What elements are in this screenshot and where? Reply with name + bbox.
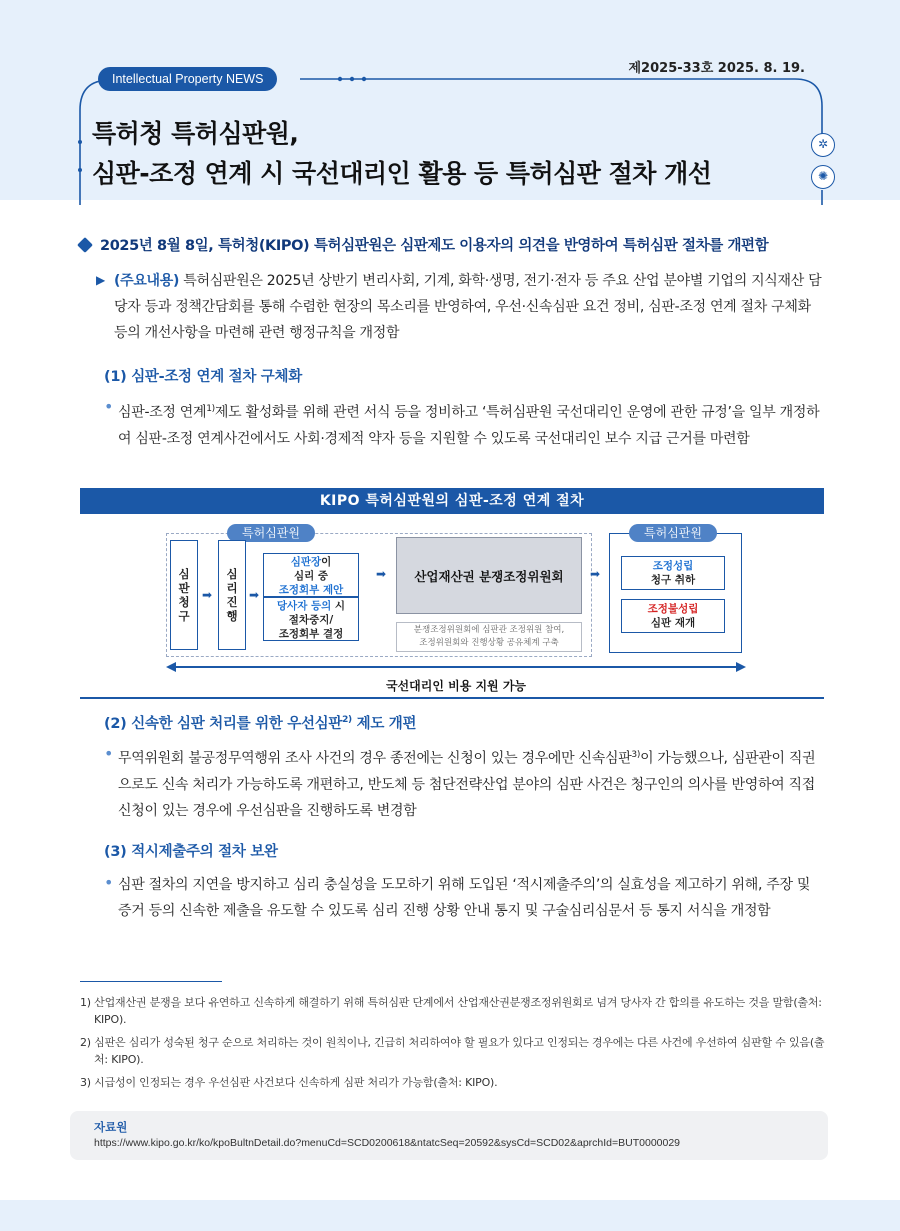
title-line-1: 특허청 특허심판원, [92,119,299,148]
bullet-dot: • [104,873,114,892]
tribunal-tag-left: 특허심판원 [227,524,315,542]
footnote-1: 1) 산업재산권 분쟁을 보다 유연하고 신속하게 해결하기 위해 특허심판 단계에서 산업재산권분쟁조정위원회로 넘겨 당사자 간 합의를 유도하는 것을 말함(출처: KIPO). [80,996,822,1026]
diagram-bottom-rule [80,697,824,699]
page-title [92,114,711,194]
committee-note: 분쟁조정위원회에 심판관 조정위원 참여, 조정위원회와 진행상황 공유체계 구축 [396,622,582,652]
mediation-success-box: 조정성립 청구 취하 [621,556,725,590]
summary-label: (주요내용) [114,273,180,289]
issue-number: 제2025-33호 2025. 8. 19. [628,61,805,76]
section-1-text: 심판-조정 연계$^{1)}$제도 활성화를 위해 관련 서식 등을 정비하고 ‘특허심판원 국선대리인 운영에 관한 규정’을 일부 개정하여 심판-조정 연계사건에서도 사회·경제적 약자 등을 지원할 수 있도록 국선대리인 보수 지급 근거를 마련함 [118,404,820,447]
tribunal-tag-right: 특허심판원 [629,524,717,542]
section-3-heading: (3) 적시제출주의 절차 보완 [104,844,278,860]
section-3-text: 심판 절차의 지연을 방지하고 심리 충실성을 도모하기 위해 도입된 ‘적시제출주의’의 실효성을 제고하기 위해, 주장 및 증거 등의 신속한 제출을 유도할 수 있도록 심리 진행 상황 안내 통지 및 구술심리심문서 등 통지 서식을 개정함 [118,877,811,919]
footnote-2: 2) 심판은 심리가 성숙된 청구 순으로 처리하는 것이 원칙이나, 긴급히 처리하여야 할 필요가 있다고 인정되는 경우에는 다른 사건에 우선하여 심판할 수 있음(출처: KIPO). [80,1036,825,1066]
source-url[interactable]: https://www.kipo.go.kr/ko/kpoBultnDetail.do?menuCd=SCD0200618&ntatcSeq=20592&sysCd=SCD02&aprchId=BUT0000029 [94,1137,681,1149]
arrow-icon: ➡ [376,567,387,581]
support-range-label: 국선대리인 비용 지원 가능 [385,679,527,693]
source-box [70,1111,828,1160]
title-line-2: 심판-조정 연계 시 국선대리인 활용 등 특허심판 절차 개선 [92,159,712,188]
source-label: 자료원 [94,1120,128,1134]
suspension-decision-box: 당사자 등의 시 절차중지/ 조정회부 결정 [263,597,359,641]
bullet-dot: • [104,744,114,763]
diagram-title: KIPO 특허심판원의 심판-조정 연계 절차 [80,488,824,514]
gear-cluster-icon: ✲ [811,133,835,157]
tribunal-area-right [609,533,742,653]
mediation-failure-box: 조정불성립 심판 재개 [621,599,725,633]
section-2-heading: (2) 신속한 심판 처리를 위한 우선심판$^{2)}$ 제도 개편 [104,715,417,732]
footnote-rule [80,981,222,982]
cube-bullet-icon [77,237,93,253]
lightbulb-icon: ✺ [811,165,835,189]
lead-sentence: 2025년 8월 8일, 특허청(KIPO) 특허심판원은 심판제도 이용자의 의견을 반영하여 특허심판 절차를 개편함 [78,234,768,255]
footnote-3: 3) 시급성이 인정되는 경우 우선심판 사건보다 신속하게 심판 처리가 가능함(출처: KIPO). [80,1076,498,1089]
arrow-icon: ➡ [249,588,260,602]
section-2-text: 무역위원회 불공정무역행위 조사 사건의 경우 종전에는 신청이 있는 경우에만 신속심판$^{3)}$이 가능했으나, 심판관이 직권으로도 신속 처리가 가능하도록 개편하고, 반도체 등 첨단전략산업 분야의 심판 사건은 청구인의 의사를 반영하여 직접 신청이 있는 경우에 우선심판을 진행하도록 변경함 [118,750,816,819]
bullet-dot: • [104,397,114,416]
section-1-heading: (1) 심판-조정 연계 절차 구체화 [104,369,302,385]
summary-paragraph: (주요내용) 특허심판원은 2025년 상반기 변리사회, 기계, 화학·생명, 전기·전자 등 주요 산업 분야별 기업의 지식재산 담당자 등과 정책간담회를 통해 수렴한 현장의 목소리를 반영하여, 우선·신속심판 요건 정비, 심판-조정 연계 절차 구체화 등의 개선사항을 마련해 관련 행정규칙을 개정함 [114,273,822,341]
step-review-label: 심리진행 [226,567,238,623]
arrow-icon: ➡ [202,588,213,602]
mediation-committee-box: 산업재산권 분쟁조정위원회 [396,537,582,614]
footer-background [0,1200,900,1231]
support-range-arrow [166,660,746,674]
mediation-proposal-box: 심판장이 심리 중 조정회부 제안 [263,553,359,597]
step-request-label: 심판청구 [178,567,190,623]
news-label: Intellectual Property NEWS [98,67,277,91]
arrow-icon: ➡ [590,567,601,581]
triangle-bullet-icon: ▶ [96,273,106,287]
